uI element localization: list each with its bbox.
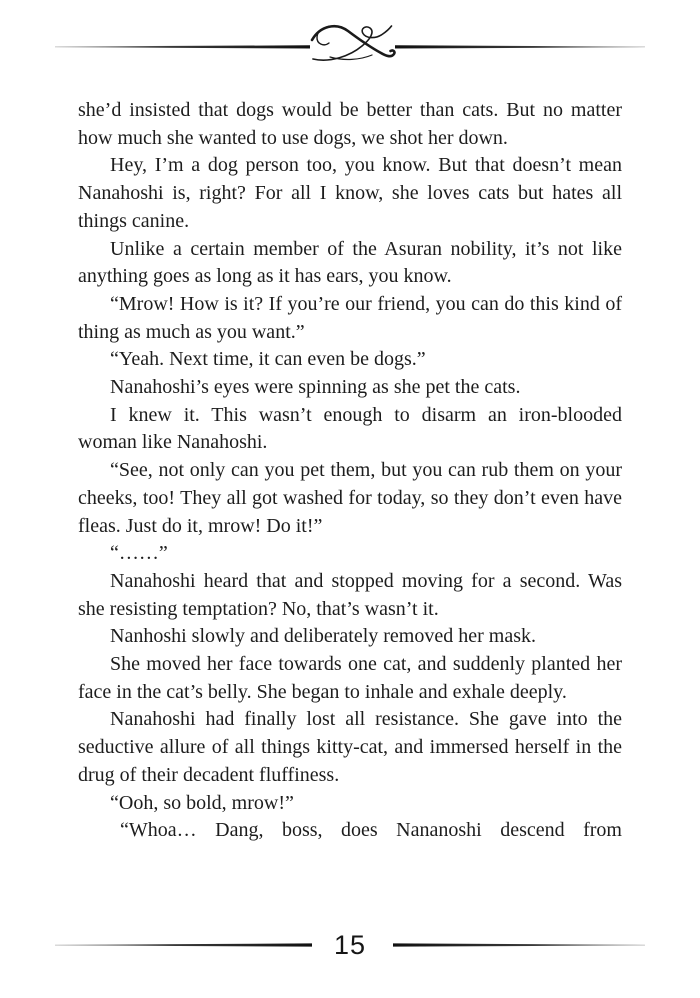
- paragraph: “Mrow! How is it? If you’re our friend, you can do this kind of thing as much as you want.”: [78, 292, 622, 343]
- paragraph: “Whoa… Dang, boss, does Nananoshi descend from: [120, 819, 622, 842]
- paragraph: “……”: [110, 542, 168, 565]
- page-number: 15: [333, 930, 367, 960]
- chapter-divider: [50, 22, 650, 74]
- paragraph: Unlike a certain member of the Asuran nobility, it’s not like anything goes as long as it has ears, you know.: [78, 237, 622, 288]
- paragraph: Nanahoshi heard that and stopped moving for a second. Was she resisting temptation? No, that’s wasn’t it.: [78, 569, 622, 620]
- paragraph: “Ooh, so bold, mrow!”: [110, 791, 294, 814]
- page-footer: [0, 928, 700, 962]
- paragraph: “See, not only can you pet them, but you can rub them on your cheeks, too! They all got washed for today, so they don’t even have fleas. Just do it, mrow! Do it!”: [78, 459, 622, 537]
- page-text: [78, 97, 622, 845]
- paragraph: “Yeah. Next time, it can even be dogs.”: [110, 348, 426, 371]
- paragraph: Nanahoshi’s eyes were spinning as she pet the cats.: [110, 376, 521, 399]
- paragraph: I knew it. This wasn’t enough to disarm an iron-blooded woman like Nanahoshi.: [78, 403, 622, 454]
- paragraph: Nanhoshi slowly and deliberately removed her mask.: [110, 625, 536, 648]
- flourish-divider-icon: [50, 22, 650, 74]
- paragraph: Nanahoshi had finally lost all resistance. She gave into the seductive allure of all things kitty-cat, and immersed herself in the drug of their decadent fluffiness.: [78, 708, 622, 786]
- paragraph: She moved her face towards one cat, and suddenly planted her face in the cat’s belly. She began to inhale and exhale deeply.: [78, 653, 622, 703]
- paragraph: Hey, I’m a dog person too, you know. But that doesn’t mean Nanahoshi is, right? For all I know, she loves cats but hates all things canine.: [78, 154, 622, 232]
- paragraph: she’d insisted that dogs would be better than cats. But no matter how much she wanted to use dogs, we shot her down.: [78, 99, 622, 149]
